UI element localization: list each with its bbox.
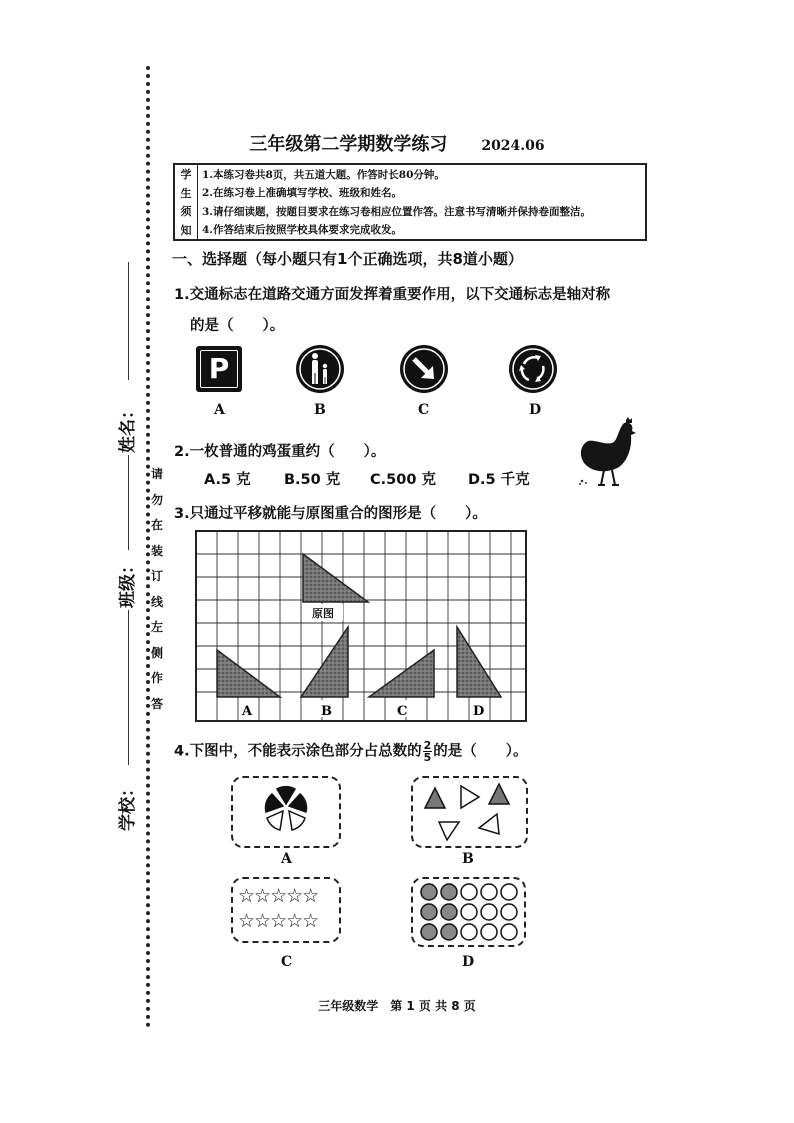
triangle-d bbox=[457, 627, 501, 697]
original-triangle bbox=[303, 554, 368, 602]
q3-label-b: B bbox=[321, 704, 332, 719]
pedestrian-sign-icon bbox=[295, 344, 345, 394]
q3-label-c: C bbox=[397, 704, 408, 719]
q4-box-c bbox=[231, 877, 341, 943]
notice-side-char: 生 bbox=[180, 186, 192, 200]
q4-box-b bbox=[411, 776, 528, 848]
circles-figure bbox=[413, 879, 524, 945]
q4-stem-after: 的是（ ）。 bbox=[433, 743, 528, 760]
q1-label-b: B bbox=[314, 402, 326, 418]
q1-label-a: A bbox=[214, 402, 225, 418]
q4-box-a bbox=[231, 776, 341, 848]
notice-item: 2.在练习卷上准确填写学校、班级和姓名。 bbox=[202, 187, 402, 200]
section-heading: 一、选择题（每小题只有1个正确选项，共8道小题） bbox=[172, 250, 523, 268]
title-date: 2024.06 bbox=[481, 138, 545, 154]
q4-label-c: C bbox=[281, 954, 293, 970]
page-title bbox=[0, 130, 794, 156]
notice-item: 3.请仔细读题，按题目要求在练习卷相应位置作答。注意书写清晰并保持卷面整洁。 bbox=[202, 205, 591, 218]
q4-fraction bbox=[423, 740, 433, 763]
stars-figure: ☆☆☆☆☆ ☆☆☆☆☆ bbox=[238, 885, 319, 932]
roundabout-sign-icon bbox=[508, 344, 558, 394]
triangle-c bbox=[369, 650, 434, 697]
notice-side-label bbox=[175, 165, 198, 239]
notice-item: 1.本练习卷共8页，共五道大题。作答时长80分钟。 bbox=[202, 168, 445, 181]
triangle-b bbox=[301, 627, 348, 697]
parking-sign-icon bbox=[196, 346, 242, 392]
warning-char: 侧 bbox=[150, 645, 163, 660]
q4-stem bbox=[174, 740, 528, 763]
notice-item: 4.作答结束后按照学校具体要求完成收发。 bbox=[202, 224, 402, 237]
school-label: 学校： bbox=[118, 780, 138, 831]
page-footer: 三年级数学 第 1 页 共 8 页 bbox=[318, 999, 476, 1013]
q2-option-b: B.50 克 bbox=[284, 472, 341, 488]
name-underline bbox=[128, 262, 129, 380]
warning-char: 勿 bbox=[150, 492, 163, 507]
q3-grid-figure bbox=[194, 528, 528, 724]
q4-fraction-numerator: 2 bbox=[423, 739, 432, 752]
notice-side-char: 知 bbox=[180, 223, 192, 237]
notice-items bbox=[198, 165, 645, 239]
warning-char: 装 bbox=[150, 543, 163, 558]
q2-option-c: C.500 克 bbox=[370, 472, 436, 488]
warning-char: 请 bbox=[150, 467, 163, 481]
warning-char: 订 bbox=[150, 569, 163, 583]
q1-label-c: C bbox=[418, 402, 430, 418]
warning-char: 作 bbox=[150, 671, 163, 685]
original-label: 原图 bbox=[312, 607, 334, 620]
q4-stem-before: 4.下图中，不能表示涂色部分占总数的 bbox=[174, 743, 422, 760]
q2-option-a: A.5 克 bbox=[204, 472, 251, 488]
q4-label-d: D bbox=[462, 954, 475, 970]
hen-icon bbox=[574, 415, 640, 491]
class-underline bbox=[128, 455, 129, 550]
class-label: 班级： bbox=[118, 557, 138, 608]
q4-box-d bbox=[411, 877, 526, 947]
name-label: 姓名： bbox=[118, 402, 138, 453]
warning-char: 左 bbox=[150, 620, 163, 634]
warning-char: 线 bbox=[150, 594, 163, 609]
warning-char: 答 bbox=[150, 696, 163, 711]
triangles-figure bbox=[413, 778, 526, 846]
warning-char: 在 bbox=[150, 518, 163, 532]
q4-fraction-denominator: 5 bbox=[423, 751, 432, 764]
q1-label-d: D bbox=[529, 402, 542, 418]
notice-side-char: 学 bbox=[180, 168, 192, 182]
school-underline bbox=[128, 610, 129, 765]
q1-stem-line2: 的是（ ）。 bbox=[190, 318, 285, 334]
q1-stem-line1: 1.交通标志在道路交通方面发挥着重要作用，以下交通标志是轴对称 bbox=[174, 287, 611, 303]
sectors-figure bbox=[233, 778, 339, 846]
q3-stem: 3.只通过平移就能与原图重合的图形是（ ）。 bbox=[174, 506, 487, 522]
q2-stem: 2.一枚普通的鸡蛋重约（ ）。 bbox=[174, 444, 386, 460]
parking-letter: P bbox=[200, 350, 238, 388]
title-text: 三年级第二学期数学练习 bbox=[249, 134, 448, 155]
q4-label-b: B bbox=[462, 851, 474, 867]
triangle-a bbox=[217, 650, 280, 697]
q2-option-d: D.5 千克 bbox=[468, 472, 530, 488]
q3-label-a: A bbox=[242, 704, 253, 719]
binding-warning bbox=[150, 462, 164, 717]
notice-box bbox=[173, 163, 647, 241]
keep-right-arrow-sign-icon bbox=[399, 344, 449, 394]
q4-label-a: A bbox=[281, 851, 292, 867]
notice-side-char: 须 bbox=[180, 205, 192, 219]
q3-label-d: D bbox=[473, 704, 485, 719]
